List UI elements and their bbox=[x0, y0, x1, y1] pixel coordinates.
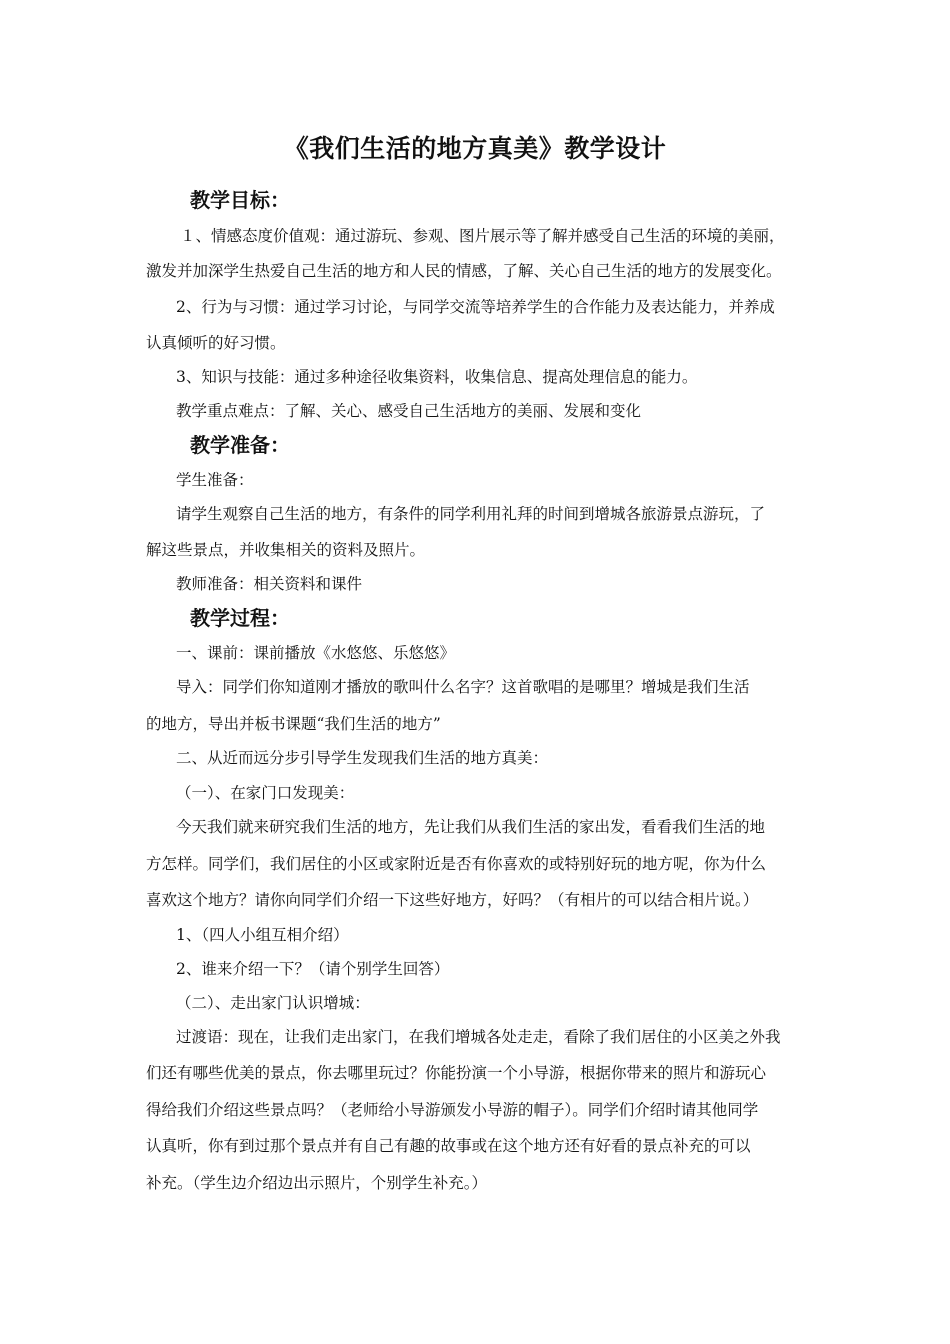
paragraph-line: （一）、在家门口发现美： bbox=[176, 784, 355, 802]
paragraph-line: 3、知识与技能：通过多种途径收集资料，收集信息、提高处理信息的能力。 bbox=[176, 368, 698, 386]
paragraph-line: 方怎样。同学们，我们居住的小区或家附近是否有你喜欢的或特别好玩的地方呢，你为什么 bbox=[146, 855, 767, 873]
heading-teaching-prep: 教学准备： bbox=[190, 433, 290, 457]
paragraph-line: 今天我们就来研究我们生活的地方，先让我们从我们生活的家出发，看看我们生活的地 bbox=[176, 818, 766, 836]
paragraph-line: 激发并加深学生热爱自己生活的地方和人民的情感，了解、关心自己生活的地方的发展变化。 bbox=[146, 262, 782, 280]
paragraph-line: 2、谁来介绍一下？（请个别学生回答） bbox=[176, 960, 450, 978]
heading-teaching-goals: 教学目标： bbox=[190, 188, 290, 212]
paragraph-line: 得给我们介绍这些景点吗？（老师给小导游颁发小导游的帽子）。同学们介绍时请其他同学 bbox=[146, 1101, 759, 1119]
paragraph-line: １、情感态度价值观：通过游玩、参观、图片展示等了解并感受自己生活的环境的美丽， bbox=[180, 227, 785, 245]
heading-teaching-process: 教学过程： bbox=[190, 606, 290, 630]
paragraph-line: 导入：同学们你知道刚才播放的歌叫什么名字？这首歌唱的是哪里？增城是我们生活 bbox=[176, 678, 750, 696]
paragraph-line: （二）、走出家门认识增城： bbox=[176, 994, 370, 1012]
paragraph-line: 认真听，你有到过那个景点并有自己有趣的故事或在这个地方还有好看的景点补充的可以 bbox=[146, 1137, 751, 1155]
paragraph-line: 教学重点难点：了解、关心、感受自己生活地方的美丽、发展和变化 bbox=[176, 402, 642, 420]
paragraph-line: 一、课前：课前播放《水悠悠、乐悠悠》 bbox=[176, 644, 456, 662]
paragraph-line: 1、（四人小组互相介绍） bbox=[176, 926, 349, 944]
paragraph-line: 过渡语：现在，让我们走出家门，在我们增城各处走走，看除了我们居住的小区美之外我 bbox=[176, 1028, 781, 1046]
paragraph-line: 请学生观察自己生活的地方，有条件的同学利用礼拜的时间到增城各旅游景点游玩，了 bbox=[176, 505, 766, 523]
paragraph-line: 喜欢这个地方？请你向同学们介绍一下这些好地方，好吗？（有相片的可以结合相片说。） bbox=[146, 891, 759, 909]
paragraph-line: 2、行为与习惯：通过学习讨论，与同学交流等培养学生的合作能力及表达能力，并养成 bbox=[176, 298, 775, 316]
paragraph-line: 们还有哪些优美的景点，你去哪里玩过？你能扮演一个小导游，根据你带来的照片和游玩心 bbox=[146, 1064, 767, 1082]
paragraph-line: 解这些景点，并收集相关的资料及照片。 bbox=[146, 541, 426, 559]
page-title: 《我们生活的地方真美》教学设计 bbox=[283, 134, 667, 163]
paragraph-line: 教师准备：相关资料和课件 bbox=[176, 575, 363, 593]
paragraph-line: 二、从近而远分步引导学生发现我们生活的地方真美： bbox=[176, 749, 549, 767]
paragraph-line: 学生准备： bbox=[176, 471, 254, 489]
paragraph-line: 认真倾听的好习惯。 bbox=[146, 334, 286, 352]
paragraph-line: 的地方，导出并板书课题“我们生活的地方” bbox=[146, 715, 441, 733]
paragraph-line: 补充。（学生边介绍边出示照片，个别学生补充。） bbox=[146, 1174, 488, 1192]
